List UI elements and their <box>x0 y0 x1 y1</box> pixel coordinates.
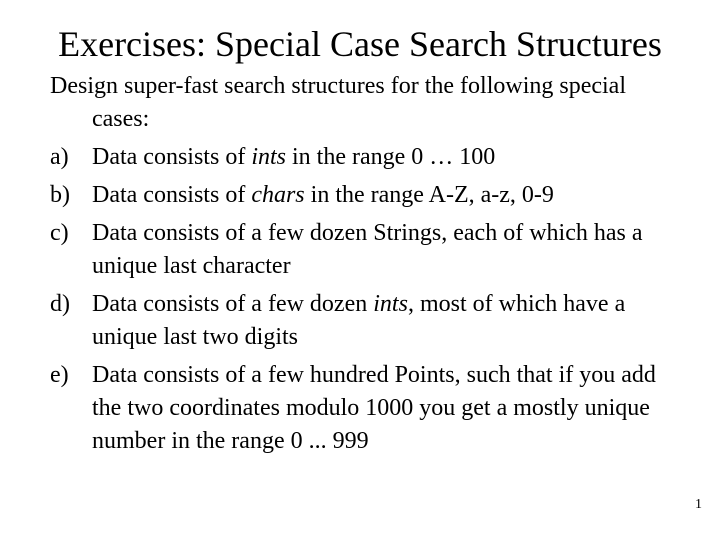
text-run: Data consists of <box>92 182 252 208</box>
exercise-item <box>50 179 680 212</box>
page-number: 1 <box>695 497 702 512</box>
text-run: Data consists of a few hundred Points, such that if you add the two coordinates modulo 1000 you get a mostly unique number in the range 0 ... 999 <box>92 362 656 454</box>
exercise-item <box>50 141 680 174</box>
exercise-text <box>92 291 625 350</box>
exercise-text <box>92 362 656 454</box>
text-run: Data consists of a few dozen Strings, each of which has a unique last character <box>92 220 643 279</box>
exercise-marker: b) <box>50 182 70 208</box>
exercise-marker: d) <box>50 291 70 317</box>
text-run: Data consists of a few dozen <box>92 291 374 317</box>
exercise-marker: e) <box>50 362 69 388</box>
text-run: Data consists of <box>92 144 252 170</box>
exercise-marker: c) <box>50 220 69 246</box>
italic-term: ints <box>373 291 408 317</box>
italic-term: ints <box>251 144 286 170</box>
exercise-item <box>50 359 680 458</box>
exercise-marker: a) <box>50 144 69 170</box>
slide-content <box>50 70 680 463</box>
exercise-text <box>92 144 495 170</box>
text-run: in the range 0 … 100 <box>286 144 496 170</box>
italic-term: chars <box>251 182 305 208</box>
slide-title: Exercises: Special Case Search Structures <box>58 24 662 64</box>
intro-text: Design super-fast search structures for the following special cases: <box>50 73 626 132</box>
text-run: , most of which have a unique last two digits <box>92 291 626 350</box>
exercise-item <box>50 217 680 283</box>
exercise-item <box>50 288 680 354</box>
text-run: in the range A-Z, a-z, 0-9 <box>304 182 554 208</box>
exercise-text <box>92 220 643 279</box>
exercise-list <box>50 141 680 458</box>
exercise-text <box>92 182 554 208</box>
